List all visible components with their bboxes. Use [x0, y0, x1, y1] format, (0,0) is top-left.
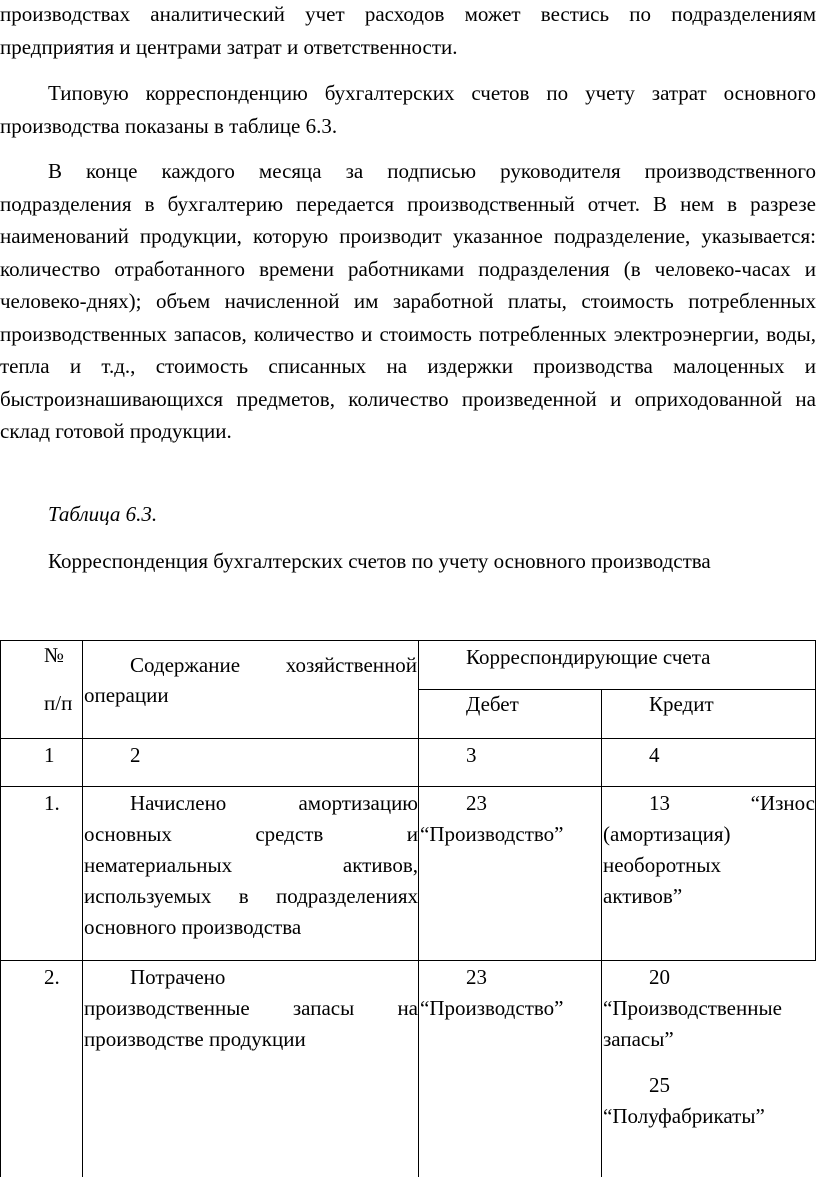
- row2-content-line1: Потрачено: [130, 965, 226, 989]
- row1-debit-name: “Производство”: [420, 822, 564, 846]
- header-debit: Дебет: [466, 692, 519, 716]
- table-border-top: [0, 640, 816, 641]
- colnum-3: 3: [466, 743, 477, 767]
- row2-content-line3: производстве продукции: [84, 1027, 306, 1051]
- row2-debit-code: 23: [466, 965, 487, 989]
- row1-content-line2: основных средств и: [84, 822, 418, 846]
- table-row1-bottom: [0, 960, 816, 961]
- table-label: Таблица 6.3.: [48, 502, 158, 526]
- header-content-line2: операции: [84, 683, 169, 707]
- header-content-line1: Содержание хозяйственной: [130, 653, 417, 677]
- row1-credit-line4: активов”: [603, 884, 683, 908]
- row1-credit-line2: (амортизация): [603, 822, 731, 846]
- paragraph-1: производствах аналитический учет расходов может вестись по подразделениям предприятия и центрами затрат и ответственности.: [0, 2, 816, 59]
- header-accounts: Корреспондирующие счета: [466, 645, 711, 669]
- row1-content-line1: Начислено амортизацию: [130, 791, 418, 815]
- table-border-left: [0, 640, 1, 1177]
- header-credit: Кредит: [649, 692, 714, 716]
- colnum-1: 1: [44, 743, 55, 767]
- header-number-label: п/п: [44, 691, 73, 715]
- colnum-2: 2: [130, 743, 141, 767]
- row2-credit-name-1a: “Производственные: [603, 996, 782, 1020]
- row1-content-line3: нематериальных активов,: [84, 853, 418, 877]
- row2-number: 2.: [44, 965, 60, 989]
- row1-content-line5: основного производства: [84, 915, 302, 939]
- row1-number: 1.: [44, 791, 60, 815]
- table-colnum-bottom: [0, 786, 816, 787]
- row2-credit-name-2: “Полуфабрикаты”: [603, 1104, 765, 1128]
- row1-content-line4: используемых в подразделениях: [84, 884, 418, 908]
- paragraph-2: Типовую корреспонденцию бухгалтерских счетов по учету затрат основного производства показаны в таблице 6.3.: [0, 81, 816, 138]
- row2-content-line2: производственные запасы на: [84, 996, 418, 1020]
- accounts-table: [0, 640, 816, 1177]
- row2-credit-code-1: 20: [649, 965, 670, 989]
- row2-debit-name: “Производство”: [420, 996, 564, 1020]
- row2-credit-name-1b: запасы”: [603, 1027, 674, 1051]
- row1-debit-code: 23: [466, 791, 487, 815]
- table-title: Корреспонденция бухгалтерских счетов по учету основного производства: [48, 549, 711, 573]
- header-number-symbol: №: [44, 643, 65, 667]
- row1-credit-line1: 13 “Износ: [649, 791, 815, 815]
- table-divider-2: [418, 640, 419, 1177]
- table-divider-3: [601, 689, 602, 1177]
- paragraph-3: В конце каждого месяца за подписью руководителя производственного подразделения в бухгалтерию передается производственный отчет. В нем в разрезе наименований продукции, которую производит указанное подразделение, указывается: количество отработанного времени работниками подразделения (в человеко-часах и человеко-днях); объем начисленной им заработной платы, стоимость потребленных производственных запасов, количество и стоимость потребленных электроэнергии, воды, тепла и т.д., стоимость списанных на издержки производства малоценных и быстроизнашивающихся предметов, количество произведенной и оприходованной на склад готовой продукции.: [0, 159, 816, 443]
- table-header-bottom: [0, 738, 816, 739]
- row2-credit-code-2: 25: [649, 1073, 670, 1097]
- colnum-4: 4: [649, 743, 660, 767]
- table-divider-1: [82, 640, 83, 1177]
- row1-credit-line3: необоротных: [603, 853, 721, 877]
